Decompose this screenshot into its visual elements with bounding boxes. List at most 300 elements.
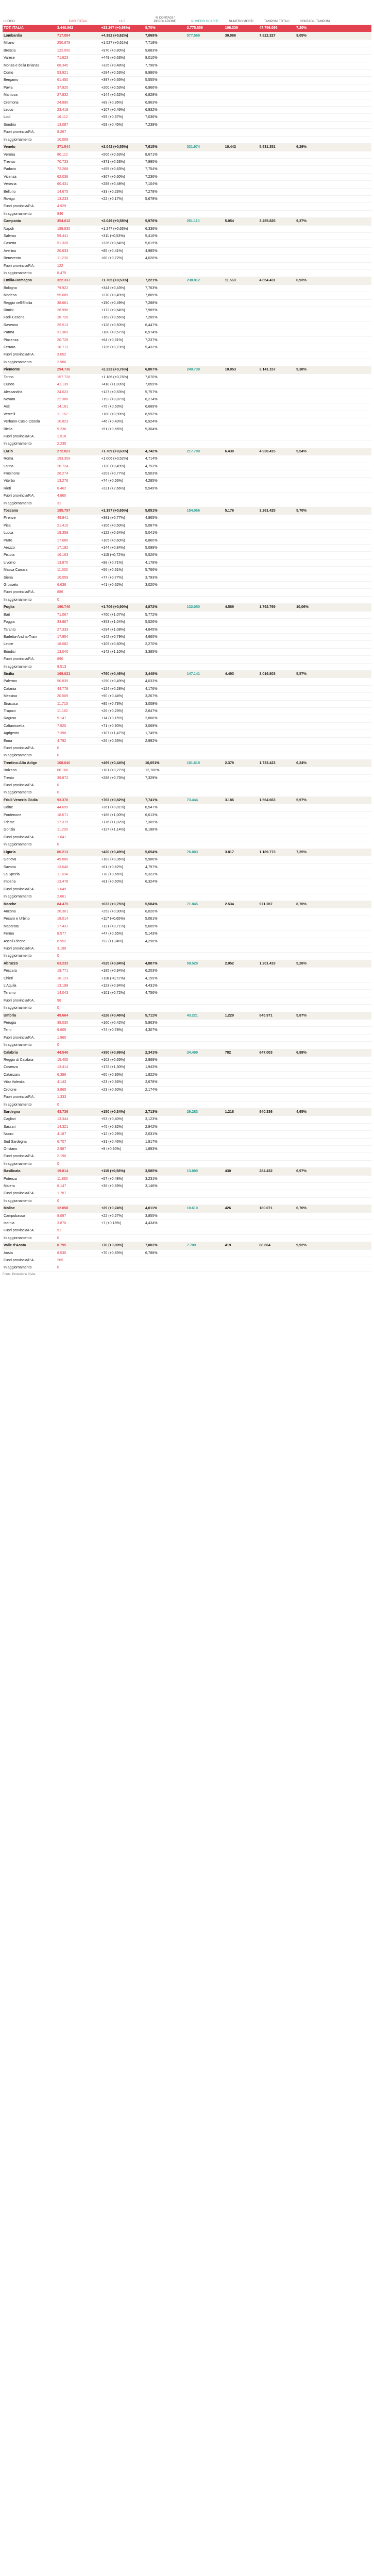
- province-row[interactable]: [3, 255, 371, 262]
- cell-recovered: [186, 819, 224, 826]
- province-row[interactable]: [3, 1034, 371, 1041]
- cell-cases: 18.713: [56, 344, 100, 351]
- cell-delta: +115 (+0,72%): [100, 552, 144, 559]
- cell-recovered: [186, 826, 224, 834]
- province-row[interactable]: [3, 210, 371, 217]
- region-row[interactable]: [3, 144, 371, 151]
- province-row[interactable]: [3, 997, 371, 1004]
- region-row[interactable]: [3, 901, 371, 908]
- province-row[interactable]: [3, 151, 371, 158]
- cell-cases: 19.359: [56, 530, 100, 537]
- cell-tests: [259, 1175, 296, 1182]
- cell-pct: 7,070%: [144, 374, 186, 381]
- province-row[interactable]: [3, 433, 371, 440]
- province-row[interactable]: [3, 789, 371, 796]
- cell-ratio: 5,97%: [295, 796, 334, 804]
- cell-pct: 5,041%: [144, 530, 186, 537]
- province-row[interactable]: [3, 359, 371, 366]
- region-row[interactable]: [3, 759, 371, 767]
- province-row[interactable]: [3, 930, 371, 938]
- province-row[interactable]: [3, 537, 371, 544]
- province-row[interactable]: [3, 1064, 371, 1071]
- cell-ratio: [295, 381, 334, 388]
- province-row[interactable]: [3, 62, 371, 69]
- province-row[interactable]: [3, 611, 371, 618]
- cell-deaths: [224, 1020, 259, 1027]
- cell-ratio: [295, 737, 334, 744]
- cell-ratio: [295, 307, 334, 314]
- cell-delta: +183 (+0,36%): [100, 856, 144, 863]
- province-row[interactable]: [3, 203, 371, 210]
- province-row[interactable]: [3, 1197, 371, 1205]
- cell-delta: +22 (+0,17%): [100, 195, 144, 202]
- province-row[interactable]: [3, 321, 371, 329]
- cell-ratio: 6,93%: [295, 277, 334, 284]
- region-row[interactable]: [3, 1242, 371, 1249]
- province-row[interactable]: [3, 493, 371, 500]
- province-row[interactable]: [3, 648, 371, 655]
- total-row[interactable]: [3, 25, 371, 32]
- province-row[interactable]: [3, 440, 371, 448]
- cell-ratio: 9,38%: [295, 366, 334, 374]
- header-pct[interactable]: % CONTAGI / POPOLAZIONE: [154, 16, 176, 24]
- province-row[interactable]: [3, 737, 371, 744]
- province-row[interactable]: [3, 1123, 371, 1130]
- header-cases[interactable]: CASI TOTALI: [69, 20, 88, 24]
- province-row[interactable]: [3, 841, 371, 849]
- province-row[interactable]: [3, 774, 371, 782]
- province-row[interactable]: [3, 1175, 371, 1182]
- province-row[interactable]: [3, 641, 371, 648]
- province-row[interactable]: [3, 826, 371, 834]
- cell-cases: 272.023: [56, 448, 100, 455]
- province-row[interactable]: [3, 863, 371, 871]
- cell-tests: 284.432: [259, 1168, 296, 1175]
- cell-tests: [259, 92, 296, 99]
- province-row[interactable]: [3, 470, 371, 477]
- region-row[interactable]: [3, 1205, 371, 1212]
- province-row[interactable]: [3, 1027, 371, 1034]
- province-row[interactable]: [3, 1020, 371, 1027]
- cell-spacer: [334, 426, 371, 433]
- cell-cases: 60.431: [56, 181, 100, 188]
- province-row[interactable]: [3, 678, 371, 685]
- cell-delta: [100, 1034, 144, 1041]
- province-row[interactable]: [3, 1153, 371, 1160]
- cell-delta: +98 (+0,71%): [100, 559, 144, 566]
- cell-delta: [100, 500, 144, 507]
- province-row[interactable]: [3, 1234, 371, 1242]
- province-row[interactable]: [3, 173, 371, 180]
- cell-area: Pavia: [3, 84, 56, 91]
- province-row[interactable]: [3, 1057, 371, 1064]
- cell-deaths: 2.052: [224, 960, 259, 967]
- cell-deaths: [224, 1064, 259, 1071]
- province-row[interactable]: [3, 1160, 371, 1167]
- province-row[interactable]: [3, 707, 371, 715]
- province-row[interactable]: [3, 715, 371, 722]
- province-row[interactable]: [3, 856, 371, 863]
- cell-ratio: [295, 195, 334, 202]
- header-area[interactable]: LUOGO: [4, 20, 15, 24]
- province-row[interactable]: [3, 84, 371, 91]
- cell-ratio: [295, 47, 334, 54]
- province-row[interactable]: [3, 396, 371, 403]
- cell-recovered: [186, 1079, 224, 1086]
- province-row[interactable]: [3, 990, 371, 997]
- cell-tests: [259, 136, 296, 143]
- cell-spacer: [334, 32, 371, 40]
- province-row[interactable]: [3, 589, 371, 596]
- cell-ratio: [295, 396, 334, 403]
- cell-cases: 51.328: [56, 240, 100, 247]
- cell-pct: 4,756%: [144, 990, 186, 997]
- cell-area: Mantova: [3, 92, 56, 99]
- province-row[interactable]: [3, 1249, 371, 1257]
- cell-recovered: [186, 908, 224, 915]
- cell-area: Pordenone: [3, 811, 56, 819]
- cell-spacer: [334, 552, 371, 559]
- cell-pct: 6,592%: [144, 411, 186, 418]
- cell-spacer: [334, 262, 371, 269]
- province-row[interactable]: [3, 232, 371, 240]
- province-row[interactable]: [3, 923, 371, 930]
- region-row[interactable]: [3, 32, 371, 40]
- province-row[interactable]: [3, 284, 371, 292]
- province-row[interactable]: [3, 722, 371, 730]
- cell-cases: 3.865: [56, 1086, 100, 1093]
- province-row[interactable]: [3, 225, 371, 232]
- province-row[interactable]: [3, 574, 371, 581]
- province-row[interactable]: [3, 1071, 371, 1078]
- header-tests[interactable]: TAMPONI TOTALI: [264, 20, 290, 24]
- cell-pct: 4,285%: [144, 478, 186, 485]
- cell-spacer: [334, 55, 371, 62]
- province-row[interactable]: [3, 299, 371, 307]
- province-row[interactable]: [3, 871, 371, 878]
- province-row[interactable]: [3, 136, 371, 143]
- cell-pct: 4,753%: [144, 463, 186, 470]
- region-row[interactable]: [3, 1049, 371, 1056]
- province-row[interactable]: [3, 1182, 371, 1190]
- cell-delta: +115 (+0,58%): [100, 1168, 144, 1175]
- cell-ratio: [295, 262, 334, 269]
- province-row[interactable]: [3, 195, 371, 202]
- region-row[interactable]: [3, 1168, 371, 1175]
- province-row[interactable]: [3, 344, 371, 351]
- province-row[interactable]: [3, 240, 371, 247]
- cell-ratio: [295, 121, 334, 128]
- province-row[interactable]: [3, 945, 371, 952]
- cell-ratio: 9,92%: [295, 1242, 334, 1249]
- province-row[interactable]: [3, 247, 371, 255]
- cell-pct: 7,741%: [144, 796, 186, 804]
- cell-spacer: [334, 975, 371, 982]
- province-row[interactable]: [3, 463, 371, 470]
- cell-pct: 7,236%: [144, 173, 186, 180]
- region-row[interactable]: [3, 960, 371, 967]
- province-row[interactable]: [3, 47, 371, 54]
- province-row[interactable]: [3, 129, 371, 136]
- region-row[interactable]: [3, 796, 371, 804]
- header-deaths[interactable]: NUMERO MORTI: [229, 20, 253, 24]
- province-row[interactable]: [3, 745, 371, 752]
- province-row[interactable]: [3, 663, 371, 670]
- cell-ratio: [295, 774, 334, 782]
- region-row[interactable]: [3, 277, 371, 284]
- province-row[interactable]: [3, 515, 371, 522]
- cell-delta: +127 (+0,53%): [100, 388, 144, 396]
- province-row[interactable]: [3, 55, 371, 62]
- province-row[interactable]: [3, 411, 371, 418]
- cell-deaths: [224, 262, 259, 269]
- province-row[interactable]: [3, 596, 371, 603]
- province-row[interactable]: [3, 329, 371, 336]
- province-row[interactable]: [3, 811, 371, 819]
- cell-tests: [259, 856, 296, 863]
- cell-area: Fuori provincia/P.A.: [3, 782, 56, 789]
- cell-tests: [259, 1190, 296, 1197]
- province-row[interactable]: [3, 1094, 371, 1101]
- cell-pct: [144, 893, 186, 901]
- province-row[interactable]: [3, 730, 371, 737]
- cell-delta: +122 (+0,64%): [100, 530, 144, 537]
- province-row[interactable]: [3, 685, 371, 692]
- province-row[interactable]: [3, 633, 371, 640]
- cell-recovered: [186, 225, 224, 232]
- province-row[interactable]: [3, 121, 371, 128]
- cell-deaths: 10.053: [224, 366, 259, 374]
- province-row[interactable]: [3, 752, 371, 759]
- province-row[interactable]: [3, 552, 371, 559]
- province-row[interactable]: [3, 1220, 371, 1227]
- region-row[interactable]: [3, 366, 371, 374]
- cell-pct: 3,123%: [144, 1116, 186, 1123]
- region-row[interactable]: [3, 1108, 371, 1115]
- cell-delta: [100, 1153, 144, 1160]
- cell-ratio: [295, 893, 334, 901]
- province-row[interactable]: [3, 478, 371, 485]
- province-row[interactable]: [3, 314, 371, 321]
- province-row[interactable]: [3, 619, 371, 626]
- province-row[interactable]: [3, 99, 371, 106]
- cell-pct: 7,059%: [144, 381, 186, 388]
- province-row[interactable]: [3, 982, 371, 990]
- cell-tests: [259, 485, 296, 492]
- cell-recovered: 2.775.559: [186, 25, 224, 32]
- cell-tests: [259, 589, 296, 596]
- cell-pct: 3,231%: [144, 1175, 186, 1182]
- province-row[interactable]: [3, 1138, 371, 1145]
- cell-area: Padova: [3, 166, 56, 173]
- province-row[interactable]: [3, 522, 371, 529]
- cell-cases: 33.867: [56, 619, 100, 626]
- province-row[interactable]: [3, 1227, 371, 1234]
- cell-deaths: [224, 878, 259, 886]
- province-row[interactable]: [3, 188, 371, 195]
- header-ratio[interactable]: CONTAGI / TAMPONI: [299, 20, 330, 24]
- province-row[interactable]: [3, 938, 371, 945]
- cell-deaths: [224, 886, 259, 893]
- province-row[interactable]: [3, 292, 371, 299]
- cell-spacer: [334, 633, 371, 640]
- province-row[interactable]: [3, 559, 371, 566]
- region-row[interactable]: [3, 604, 371, 611]
- region-row[interactable]: [3, 507, 371, 515]
- province-row[interactable]: [3, 418, 371, 426]
- cell-area: In aggiornamento: [3, 210, 56, 217]
- cell-cases: 2.987: [56, 1145, 100, 1153]
- cell-pct: [144, 1094, 186, 1101]
- cell-recovered: 10.610: [186, 1205, 224, 1212]
- cell-spacer: [334, 707, 371, 715]
- cell-spacer: [334, 1020, 371, 1027]
- province-row[interactable]: [3, 968, 371, 975]
- cell-pct: 5,526%: [144, 619, 186, 626]
- province-row[interactable]: [3, 158, 371, 165]
- province-row[interactable]: [3, 270, 371, 277]
- province-row[interactable]: [3, 530, 371, 537]
- cell-recovered: [186, 181, 224, 188]
- cell-pct: 7,036%: [144, 114, 186, 121]
- region-row[interactable]: [3, 448, 371, 455]
- cell-pct: 1,917%: [144, 1138, 186, 1145]
- province-row[interactable]: [3, 1086, 371, 1093]
- province-row[interactable]: [3, 1101, 371, 1108]
- province-row[interactable]: [3, 804, 371, 811]
- province-row[interactable]: [3, 916, 371, 923]
- cell-ratio: [295, 1057, 334, 1064]
- province-row[interactable]: [3, 114, 371, 121]
- cell-ratio: 8,70%: [295, 901, 334, 908]
- cell-spacer: [334, 1094, 371, 1101]
- province-row[interactable]: [3, 388, 371, 396]
- cell-cases: 0: [56, 841, 100, 849]
- province-row[interactable]: [3, 693, 371, 700]
- province-row[interactable]: [3, 181, 371, 188]
- cell-spacer: [334, 841, 371, 849]
- province-row[interactable]: [3, 908, 371, 915]
- cell-deaths: [224, 158, 259, 165]
- cell-delta: +380 (+0,86%): [100, 1049, 144, 1056]
- province-row[interactable]: [3, 92, 371, 99]
- province-row[interactable]: [3, 1131, 371, 1138]
- province-row[interactable]: [3, 500, 371, 507]
- province-row[interactable]: [3, 166, 371, 173]
- province-row[interactable]: [3, 626, 371, 633]
- province-row[interactable]: [3, 1042, 371, 1049]
- province-row[interactable]: [3, 1264, 371, 1272]
- province-row[interactable]: [3, 77, 371, 84]
- province-row[interactable]: [3, 975, 371, 982]
- cell-area: Massa Carrara: [3, 567, 56, 574]
- province-row[interactable]: [3, 262, 371, 269]
- province-row[interactable]: [3, 40, 371, 47]
- province-row[interactable]: [3, 567, 371, 574]
- province-row[interactable]: [3, 700, 371, 707]
- region-row[interactable]: [3, 218, 371, 225]
- region-row[interactable]: [3, 1012, 371, 1019]
- province-row[interactable]: [3, 819, 371, 826]
- cell-ratio: [295, 1138, 334, 1145]
- province-row[interactable]: [3, 767, 371, 774]
- cell-cases: 11.290: [56, 826, 100, 834]
- cell-pct: 4,887%: [144, 960, 186, 967]
- header-delta[interactable]: +/- 5: [119, 20, 126, 24]
- cell-recovered: 238.812: [186, 277, 224, 284]
- province-row[interactable]: [3, 1190, 371, 1197]
- province-row[interactable]: [3, 582, 371, 589]
- region-row[interactable]: [3, 849, 371, 856]
- province-row[interactable]: [3, 351, 371, 359]
- region-row[interactable]: [3, 670, 371, 677]
- cell-pct: 6,860%: [144, 537, 186, 544]
- province-row[interactable]: [3, 107, 371, 114]
- province-row[interactable]: [3, 426, 371, 433]
- cell-spacer: [334, 336, 371, 344]
- cell-recovered: [186, 626, 224, 633]
- cell-tests: [259, 1071, 296, 1078]
- cell-cases: 8.513: [56, 663, 100, 670]
- province-row[interactable]: [3, 1212, 371, 1219]
- cell-tests: [259, 923, 296, 930]
- province-row[interactable]: [3, 953, 371, 960]
- cell-spacer: [334, 522, 371, 529]
- province-row[interactable]: [3, 336, 371, 344]
- cell-ratio: [295, 633, 334, 640]
- province-row[interactable]: [3, 70, 371, 77]
- province-row[interactable]: [3, 1257, 371, 1264]
- province-row[interactable]: [3, 455, 371, 463]
- header-recovered[interactable]: NUMERO GUARITI: [191, 20, 218, 24]
- province-row[interactable]: [3, 381, 371, 388]
- cell-delta: +46 (+0,43%): [100, 418, 144, 426]
- province-row[interactable]: [3, 374, 371, 381]
- province-row[interactable]: [3, 893, 371, 901]
- cell-tests: [259, 388, 296, 396]
- province-row[interactable]: [3, 656, 371, 663]
- province-row[interactable]: [3, 403, 371, 411]
- cell-pct: [144, 997, 186, 1004]
- province-row[interactable]: [3, 1079, 371, 1086]
- province-row[interactable]: [3, 878, 371, 886]
- province-row[interactable]: [3, 834, 371, 841]
- cell-pct: 5,526%: [144, 552, 186, 559]
- cell-tests: [259, 782, 296, 789]
- cell-tests: [259, 426, 296, 433]
- cell-area: La Spezia: [3, 871, 56, 878]
- province-row[interactable]: [3, 1005, 371, 1012]
- province-row[interactable]: [3, 485, 371, 492]
- cell-cases: 0: [56, 1197, 100, 1205]
- cell-cases: 12.058: [56, 1205, 100, 1212]
- cell-delta: [100, 1094, 144, 1101]
- province-row[interactable]: [3, 1116, 371, 1123]
- cell-tests: [259, 685, 296, 692]
- province-row[interactable]: [3, 1145, 371, 1153]
- cell-deaths: [224, 99, 259, 106]
- province-row[interactable]: [3, 545, 371, 552]
- province-row[interactable]: [3, 886, 371, 893]
- province-row[interactable]: [3, 307, 371, 314]
- cell-pct: 5,772%: [144, 611, 186, 618]
- province-row[interactable]: [3, 782, 371, 789]
- cell-spacer: [334, 351, 371, 359]
- cell-ratio: [295, 270, 334, 277]
- cell-cases: 14.321: [56, 1123, 100, 1130]
- cell-pct: [144, 1197, 186, 1205]
- cell-delta: +250 (+0,49%): [100, 678, 144, 685]
